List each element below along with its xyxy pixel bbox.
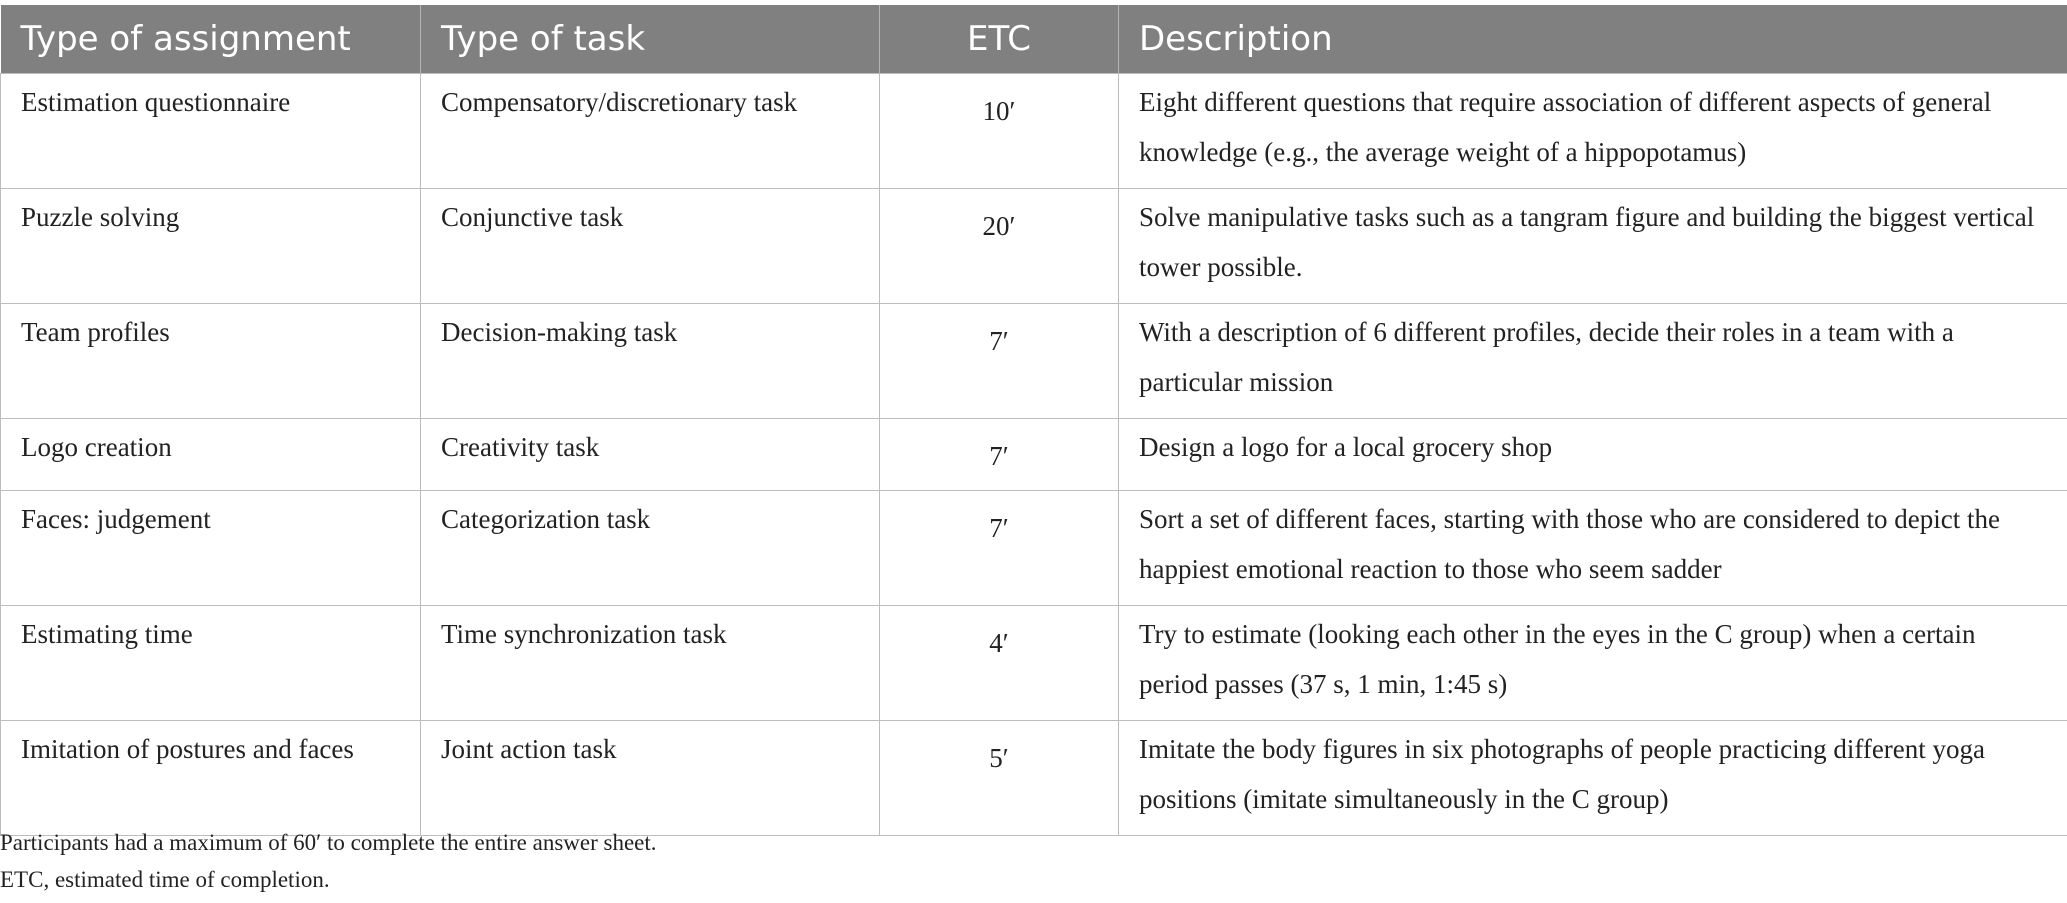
cell-task-text: Categorization task bbox=[441, 503, 651, 534]
cell-description bbox=[1119, 605, 2067, 720]
cell-task bbox=[421, 188, 880, 303]
cell-task bbox=[421, 303, 880, 418]
footnote-max-time: Participants had a maximum of 60′ to complete the entire answer sheet. bbox=[0, 830, 657, 855]
table-row bbox=[1, 605, 2067, 720]
cell-assignment bbox=[1, 188, 421, 303]
cell-description-text: Imitate the body figures in six photographs of people practicing different yoga positions (imitate simultaneously in the C group) bbox=[1139, 733, 1986, 814]
cell-etc-text: 7′ bbox=[989, 325, 1009, 356]
cell-description bbox=[1119, 490, 2067, 605]
cell-assignment-text: Puzzle solving bbox=[21, 201, 180, 232]
cell-assignment-text: Team profiles bbox=[21, 316, 170, 347]
cell-etc bbox=[880, 418, 1119, 490]
cell-task bbox=[421, 73, 880, 188]
cell-assignment bbox=[1, 490, 421, 605]
table-footnotes bbox=[0, 824, 657, 898]
header-type-of-assignment: Type of assignment bbox=[1, 5, 421, 73]
header-etc: ETC bbox=[880, 5, 1119, 73]
cell-assignment bbox=[1, 720, 421, 835]
table-row bbox=[1, 720, 2067, 835]
cell-assignment bbox=[1, 418, 421, 490]
cell-etc bbox=[880, 303, 1119, 418]
cell-task bbox=[421, 720, 880, 835]
cell-etc bbox=[880, 605, 1119, 720]
cell-description bbox=[1119, 73, 2067, 188]
cell-assignment-text: Logo creation bbox=[21, 431, 172, 462]
cell-task-text: Creativity task bbox=[441, 431, 600, 462]
cell-assignment-text: Estimation questionnaire bbox=[21, 86, 291, 117]
cell-etc bbox=[880, 720, 1119, 835]
cell-task-text: Time synchronization task bbox=[441, 618, 727, 649]
table-row bbox=[1, 73, 2067, 188]
cell-etc bbox=[880, 73, 1119, 188]
cell-etc-text: 20′ bbox=[982, 210, 1016, 241]
assignments-table bbox=[0, 5, 2067, 836]
table-header bbox=[1, 5, 2067, 73]
table-row bbox=[1, 418, 2067, 490]
cell-description bbox=[1119, 188, 2067, 303]
cell-etc-text: 5′ bbox=[989, 742, 1009, 773]
cell-task-text: Compensatory/discretionary task bbox=[441, 86, 798, 117]
cell-description bbox=[1119, 418, 2067, 490]
table-body bbox=[1, 73, 2067, 835]
cell-description-text: With a description of 6 different profiles, decide their roles in a team with a particular mission bbox=[1139, 316, 1954, 397]
cell-etc-text: 4′ bbox=[989, 627, 1009, 658]
cell-description bbox=[1119, 303, 2067, 418]
cell-assignment-text: Estimating time bbox=[21, 618, 193, 649]
cell-task bbox=[421, 605, 880, 720]
cell-assignment-text: Imitation of postures and faces bbox=[21, 733, 354, 764]
cell-description-text: Eight different questions that require association of different aspects of general knowledge (e.g., the average weight of a hippopotamus) bbox=[1139, 86, 1992, 167]
header-type-of-task: Type of task bbox=[421, 5, 880, 73]
cell-etc-text: 7′ bbox=[989, 512, 1009, 543]
footnote-etc-definition: ETC, estimated time of completion. bbox=[0, 867, 330, 892]
cell-etc-text: 10′ bbox=[982, 95, 1016, 126]
cell-assignment-text: Faces: judgement bbox=[21, 503, 211, 534]
cell-task-text: Decision-making task bbox=[441, 316, 678, 347]
data-table-container bbox=[0, 5, 2067, 836]
header-description: Description bbox=[1119, 5, 2067, 73]
table-row bbox=[1, 188, 2067, 303]
cell-etc-text: 7′ bbox=[989, 440, 1009, 471]
cell-assignment bbox=[1, 73, 421, 188]
cell-description-text: Solve manipulative tasks such as a tangram figure and building the biggest vertical tower possible. bbox=[1139, 201, 2035, 282]
table-row bbox=[1, 303, 2067, 418]
cell-description-text: Design a logo for a local grocery shop bbox=[1139, 431, 1553, 462]
cell-task-text: Joint action task bbox=[441, 733, 617, 764]
cell-assignment bbox=[1, 303, 421, 418]
cell-task bbox=[421, 490, 880, 605]
cell-etc bbox=[880, 188, 1119, 303]
cell-etc bbox=[880, 490, 1119, 605]
cell-description-text: Try to estimate (looking each other in the eyes in the C group) when a certain period passes (37 s, 1 min, 1:45 s) bbox=[1139, 618, 1976, 699]
table-row bbox=[1, 490, 2067, 605]
cell-task bbox=[421, 418, 880, 490]
cell-description bbox=[1119, 720, 2067, 835]
cell-task-text: Conjunctive task bbox=[441, 201, 624, 232]
header-row bbox=[1, 5, 2067, 73]
cell-assignment bbox=[1, 605, 421, 720]
cell-description-text: Sort a set of different faces, starting with those who are considered to depict the happiest emotional reaction to those who seem sadder bbox=[1139, 503, 2000, 584]
